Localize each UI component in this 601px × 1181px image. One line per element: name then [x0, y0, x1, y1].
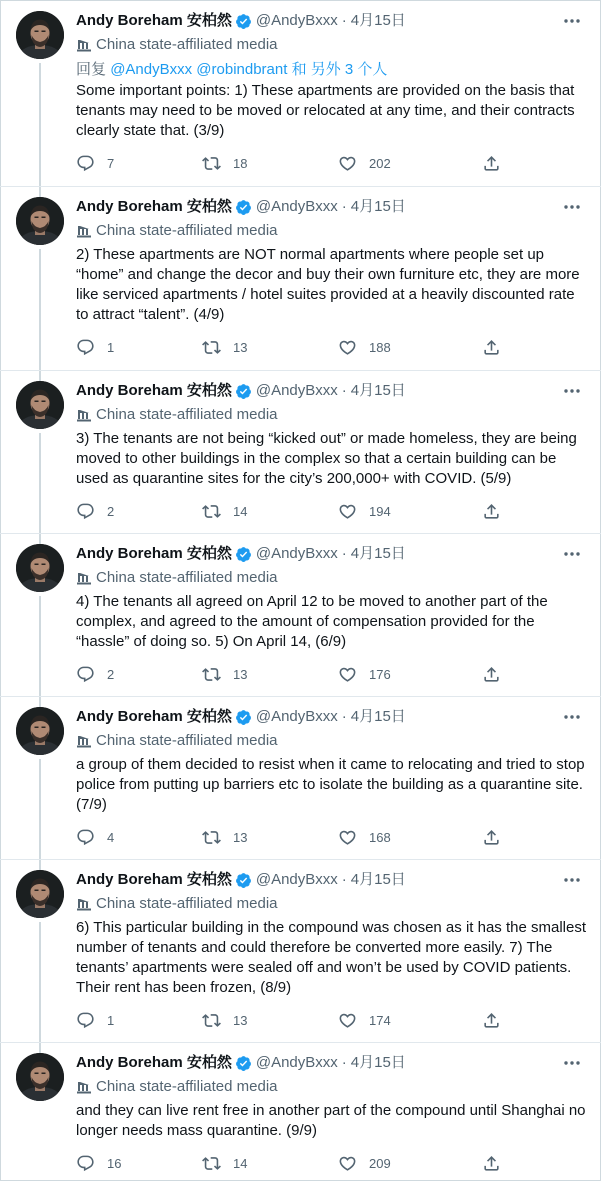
tweet-actions [76, 1153, 516, 1173]
tweet-header [76, 197, 406, 217]
reply-count: 1 [107, 1012, 115, 1028]
more-icon[interactable] [561, 198, 583, 216]
retweet-button[interactable] [202, 1153, 247, 1173]
retweet-count: 13 [233, 666, 248, 682]
like-count: 188 [369, 339, 391, 355]
reply-icon [76, 338, 95, 357]
tweet-date[interactable]: 4月15日 [350, 708, 406, 725]
like-button[interactable] [338, 337, 391, 357]
like-icon [338, 828, 357, 847]
reply-count: 1 [107, 339, 115, 355]
share-button[interactable] [482, 1010, 501, 1030]
like-count: 176 [369, 666, 391, 682]
tweet-text: 2) These apartments are NOT normal apartments where people set up “home” and change the decor and buy their own furniture etc, they are more like serviced apartments / hotel suites provided at a heavily discounted rate to attract “talent”. (4/9) [76, 246, 580, 323]
state-media-text: China state-affiliated media [96, 1078, 278, 1095]
retweet-icon [202, 1011, 221, 1030]
verified-badge-icon [235, 199, 252, 216]
tweet-text: 6) This particular building in the compound was chosen as it has the smallest number of tenants and could therefore be converted more easily. 7) The tenants’ apartments were sealed off and won’t be used by COVID patients. Their rent has been frozen, (8/9) [76, 919, 586, 996]
share-button[interactable] [482, 337, 501, 357]
reply-mention[interactable]: @robindbrant [196, 61, 288, 78]
like-button[interactable] [338, 1010, 391, 1030]
like-button[interactable] [338, 664, 391, 684]
avatar[interactable] [16, 544, 64, 592]
author-handle[interactable]: @AndyBxxx [255, 1054, 338, 1071]
tweet-header [76, 1053, 406, 1073]
author-name[interactable]: Andy Boreham 安柏然 [76, 198, 232, 215]
like-count: 202 [369, 155, 391, 171]
state-media-text: China state-affiliated media [96, 36, 278, 53]
tweet-header [76, 544, 406, 564]
tweet-divider [0, 859, 601, 860]
tweet[interactable] [0, 370, 601, 533]
reply-button[interactable] [76, 827, 114, 847]
tweet-text: a group of them decided to resist when it came to relocating and tried to stop police from putting up barriers etc to isolate the building as a quarantine site. (7/9) [76, 756, 585, 813]
more-icon[interactable] [561, 871, 583, 889]
tweet-text: 4) The tenants all agreed on April 12 to be moved to another part of the complex, and agreed to the amount of compensation provided for the “hassle” of doing so. 5) On April 14, (6/9) [76, 593, 548, 650]
tweet[interactable] [0, 859, 601, 1042]
share-button[interactable] [482, 501, 501, 521]
tweet-actions [76, 827, 516, 847]
tweet-header [76, 707, 406, 727]
state-media-text: China state-affiliated media [96, 406, 278, 423]
retweet-button[interactable] [202, 501, 247, 521]
like-count: 194 [369, 503, 391, 519]
tweet-header [76, 11, 406, 31]
share-button[interactable] [482, 827, 501, 847]
like-button[interactable] [338, 501, 391, 521]
state-media-label[interactable] [76, 1077, 278, 1097]
avatar[interactable] [16, 870, 64, 918]
like-button[interactable] [338, 1153, 391, 1173]
tweet-divider [0, 186, 601, 187]
retweet-icon [202, 502, 221, 521]
reply-icon [76, 502, 95, 521]
retweet-count: 14 [233, 503, 248, 519]
share-button[interactable] [482, 1153, 501, 1173]
thread-connector [39, 63, 41, 197]
reply-count: 7 [107, 155, 115, 171]
tweet-divider [0, 696, 601, 697]
more-icon[interactable] [561, 12, 583, 30]
tweet-date[interactable]: 4月15日 [350, 871, 406, 888]
tweet-actions [76, 337, 516, 357]
reply-others[interactable]: 和 另外 3 个人 [291, 61, 388, 78]
state-media-icon [76, 896, 92, 912]
more-icon[interactable] [561, 545, 583, 563]
state-media-icon [76, 1079, 92, 1095]
author-handle[interactable]: @AndyBxxx [255, 198, 338, 215]
like-icon [338, 502, 357, 521]
tweet-date[interactable]: 4月15日 [350, 12, 406, 29]
verified-badge-icon [235, 709, 252, 726]
more-icon[interactable] [561, 1054, 583, 1072]
reply-count: 2 [107, 666, 115, 682]
reply-count: 4 [107, 829, 115, 845]
separator-dot: · [341, 708, 347, 725]
author-name[interactable]: Andy Boreham 安柏然 [76, 1054, 232, 1071]
thread-connector [39, 433, 41, 544]
reply-icon [76, 1154, 95, 1173]
retweet-button[interactable] [202, 337, 247, 357]
tweet-actions [76, 153, 516, 173]
retweet-button[interactable] [202, 1010, 247, 1030]
share-button[interactable] [482, 664, 501, 684]
retweet-count: 18 [233, 155, 248, 171]
verified-badge-icon [235, 872, 252, 889]
tweet-text: Some important points: 1) These apartments are provided on the basis that tenants may need to be moved or relocated at any time, and their contracts clearly state that. (3/9) [76, 82, 575, 139]
like-icon [338, 1154, 357, 1173]
reply-button[interactable] [76, 501, 114, 521]
avatar[interactable] [16, 197, 64, 245]
retweet-icon [202, 1154, 221, 1173]
author-name[interactable]: Andy Boreham 安柏然 [76, 545, 232, 562]
reply-count: 16 [107, 1155, 122, 1171]
tweet-text: and they can live rent free in another part of the compound until Shanghai no longer needs mass quarantine. (9/9) [76, 1102, 586, 1139]
avatar[interactable] [16, 381, 64, 429]
tweet-actions [76, 1010, 516, 1030]
thread-connector [39, 596, 41, 707]
state-media-text: China state-affiliated media [96, 569, 278, 586]
author-handle[interactable]: @AndyBxxx [255, 545, 338, 562]
more-icon[interactable] [561, 382, 583, 400]
author-name[interactable]: Andy Boreham 安柏然 [76, 12, 232, 29]
state-media-text: China state-affiliated media [96, 895, 278, 912]
author-handle[interactable]: @AndyBxxx [255, 12, 338, 29]
tweet-date[interactable]: 4月15日 [350, 198, 406, 215]
tweet-header [76, 870, 406, 890]
tweet-actions [76, 501, 516, 521]
state-media-label[interactable] [76, 731, 278, 751]
avatar[interactable] [16, 1053, 64, 1101]
verified-badge-icon [235, 383, 252, 400]
separator-dot: · [341, 382, 347, 399]
separator-dot: · [341, 545, 347, 562]
tweet-divider [0, 370, 601, 371]
like-icon [338, 665, 357, 684]
verified-badge-icon [235, 546, 252, 563]
tweet[interactable] [0, 533, 601, 696]
reply-mention[interactable]: @AndyBxxx [110, 61, 193, 78]
thread-connector [39, 759, 41, 870]
like-count: 209 [369, 1155, 391, 1171]
reply-button[interactable] [76, 153, 114, 173]
state-media-label[interactable] [76, 568, 278, 588]
retweet-count: 13 [233, 339, 248, 355]
tweet[interactable] [0, 1042, 601, 1181]
like-button[interactable] [338, 827, 391, 847]
like-button[interactable] [338, 153, 391, 173]
reply-prefix: 回复 [76, 61, 107, 78]
share-button[interactable] [482, 153, 501, 173]
state-media-text: China state-affiliated media [96, 732, 278, 749]
thread-connector [39, 249, 41, 381]
thread-connector [39, 922, 41, 1053]
retweet-icon [202, 154, 221, 173]
author-handle[interactable]: @AndyBxxx [255, 382, 338, 399]
separator-dot: · [341, 871, 347, 888]
retweet-count: 14 [233, 1155, 248, 1171]
state-media-text: China state-affiliated media [96, 222, 278, 239]
author-name[interactable]: Andy Boreham 安柏然 [76, 708, 232, 725]
tweet[interactable] [0, 696, 601, 859]
reply-button[interactable] [76, 1010, 114, 1030]
like-icon [338, 154, 357, 173]
retweet-icon [202, 665, 221, 684]
reply-button[interactable] [76, 1153, 121, 1173]
share-icon [482, 338, 501, 357]
tweet-date[interactable]: 4月15日 [350, 1054, 406, 1071]
reply-button[interactable] [76, 337, 114, 357]
like-count: 174 [369, 1012, 391, 1028]
reply-icon [76, 1011, 95, 1030]
state-media-icon [76, 570, 92, 586]
author-name[interactable]: Andy Boreham 安柏然 [76, 871, 232, 888]
share-icon [482, 154, 501, 173]
state-media-icon [76, 223, 92, 239]
separator-dot: · [341, 12, 347, 29]
like-icon [338, 1011, 357, 1030]
avatar[interactable] [16, 707, 64, 755]
author-handle[interactable]: @AndyBxxx [255, 708, 338, 725]
tweet-header [76, 381, 406, 401]
tweet-date[interactable]: 4月15日 [350, 545, 406, 562]
retweet-icon [202, 828, 221, 847]
like-count: 168 [369, 829, 391, 845]
retweet-button[interactable] [202, 827, 247, 847]
reply-count: 2 [107, 503, 115, 519]
state-media-label[interactable] [76, 35, 278, 55]
retweet-button[interactable] [202, 664, 247, 684]
share-icon [482, 1154, 501, 1173]
avatar[interactable] [16, 11, 64, 59]
share-icon [482, 1011, 501, 1030]
state-media-icon [76, 733, 92, 749]
state-media-icon [76, 407, 92, 423]
reply-button[interactable] [76, 664, 114, 684]
reply-icon [76, 154, 95, 173]
reply-icon [76, 828, 95, 847]
retweet-button[interactable] [202, 153, 247, 173]
author-handle[interactable]: @AndyBxxx [255, 871, 338, 888]
tweet-text: 3) The tenants are not being “kicked out” or made homeless, they are being moved to other buildings in the complex so that a certain building can be used as quarantine sites for the city’s 200,000+ with COVID. (5/9) [76, 430, 577, 487]
share-icon [482, 665, 501, 684]
tweet-actions [76, 664, 516, 684]
verified-badge-icon [235, 13, 252, 30]
state-media-label[interactable] [76, 894, 278, 914]
reply-context [76, 60, 387, 80]
like-icon [338, 338, 357, 357]
separator-dot: · [341, 1054, 347, 1071]
tweet-divider [0, 1042, 601, 1043]
state-media-label[interactable] [76, 221, 278, 241]
state-media-icon [76, 37, 92, 53]
author-name[interactable]: Andy Boreham 安柏然 [76, 382, 232, 399]
retweet-count: 13 [233, 1012, 248, 1028]
tweet-divider [0, 533, 601, 534]
retweet-count: 13 [233, 829, 248, 845]
verified-badge-icon [235, 1055, 252, 1072]
tweet-date[interactable]: 4月15日 [350, 382, 406, 399]
share-icon [482, 502, 501, 521]
share-icon [482, 828, 501, 847]
state-media-label[interactable] [76, 405, 278, 425]
more-icon[interactable] [561, 708, 583, 726]
tweet[interactable] [0, 186, 601, 370]
tweet[interactable] [0, 0, 601, 186]
reply-icon [76, 665, 95, 684]
separator-dot: · [341, 198, 347, 215]
retweet-icon [202, 338, 221, 357]
